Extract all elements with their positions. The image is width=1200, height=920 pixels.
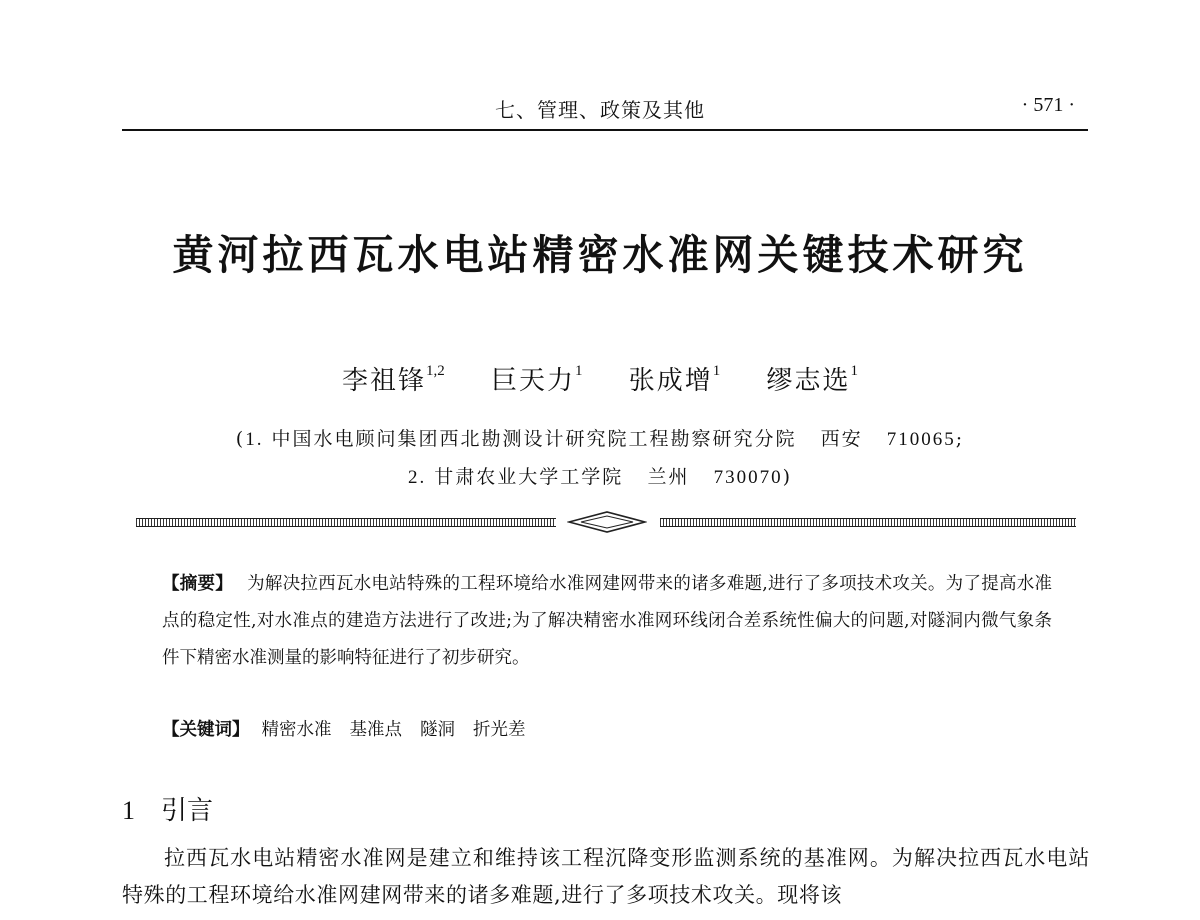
author-name: 李祖锋 bbox=[341, 366, 426, 396]
abstract bbox=[162, 566, 1052, 677]
affiliation-line-1 bbox=[0, 424, 1200, 451]
paper-title: 黄河拉西瓦水电站精密水准网关键技术研究 bbox=[172, 231, 1028, 279]
affiliation-number: 1. bbox=[245, 429, 264, 450]
affiliation-separator: ; bbox=[955, 428, 965, 450]
author-2 bbox=[491, 360, 583, 397]
author-3 bbox=[629, 360, 721, 397]
author-affiliation-mark: 1 bbox=[574, 363, 583, 380]
abstract-label: 【摘要】 bbox=[162, 574, 234, 594]
affiliation-postcode: 730070 bbox=[713, 467, 783, 488]
keyword: 基准点 bbox=[349, 720, 402, 740]
author-affiliation-mark: 1,2 bbox=[425, 363, 445, 380]
affiliation-city: 兰州 bbox=[647, 466, 690, 488]
author-list bbox=[0, 360, 1200, 397]
author-affiliation-mark: 1 bbox=[850, 363, 859, 380]
ornament-divider-right bbox=[660, 518, 1076, 527]
header-rule bbox=[122, 129, 1088, 131]
affiliation-line-2 bbox=[0, 462, 1200, 489]
body-paragraph: 拉西瓦水电站精密水准网是建立和维持该工程沉降变形监测系统的基准网。为解决拉西瓦水电站特殊的工程环境给水准网建网带来的诸多难题,进行了多项技术攻关。现将该 bbox=[122, 846, 1090, 907]
keywords bbox=[162, 716, 1052, 741]
ornament-divider-left bbox=[136, 518, 556, 527]
affiliation-org: 中国水电顾问集团西北勘测设计研究院工程勘察研究分院 bbox=[271, 428, 797, 450]
author-1 bbox=[342, 360, 445, 397]
keywords-label: 【关键词】 bbox=[162, 720, 250, 740]
author-4 bbox=[767, 360, 859, 397]
affiliation-org: 甘肃农业大学工学院 bbox=[434, 466, 624, 488]
affiliation-close-paren: ) bbox=[782, 466, 792, 488]
affiliation-open-paren: ( bbox=[235, 428, 246, 450]
keyword: 隧洞 bbox=[420, 720, 455, 740]
section-heading bbox=[122, 790, 213, 827]
author-name: 巨天力 bbox=[490, 366, 575, 396]
author-affiliation-mark: 1 bbox=[712, 363, 721, 380]
section-number: 1 bbox=[122, 796, 135, 825]
affiliation-city: 西安 bbox=[820, 428, 863, 450]
keyword: 折光差 bbox=[473, 720, 526, 740]
section-title: 引言 bbox=[161, 796, 214, 826]
author-name: 缪志选 bbox=[766, 366, 851, 396]
diamond-ornament-icon bbox=[567, 510, 647, 534]
running-header-section: 七、管理、政策及其他 bbox=[495, 98, 705, 122]
keyword: 精密水准 bbox=[261, 720, 332, 740]
affiliation-number: 2. bbox=[408, 467, 427, 488]
page-number: · 571 · bbox=[1021, 94, 1075, 116]
abstract-text: 为解决拉西瓦水电站特殊的工程环境给水准网建网带来的诸多难题,进行了多项技术攻关。为了提高水准点的稳定性,对水准点的建造方法进行了改进;为了解决精密水准网环线闭合差系统性偏大的问题,对隧洞内微气象条件下精密水准测量的影响特征进行了初步研究。 bbox=[162, 574, 1053, 668]
author-name: 张成增 bbox=[628, 366, 713, 396]
affiliation-postcode: 710065 bbox=[886, 429, 956, 450]
